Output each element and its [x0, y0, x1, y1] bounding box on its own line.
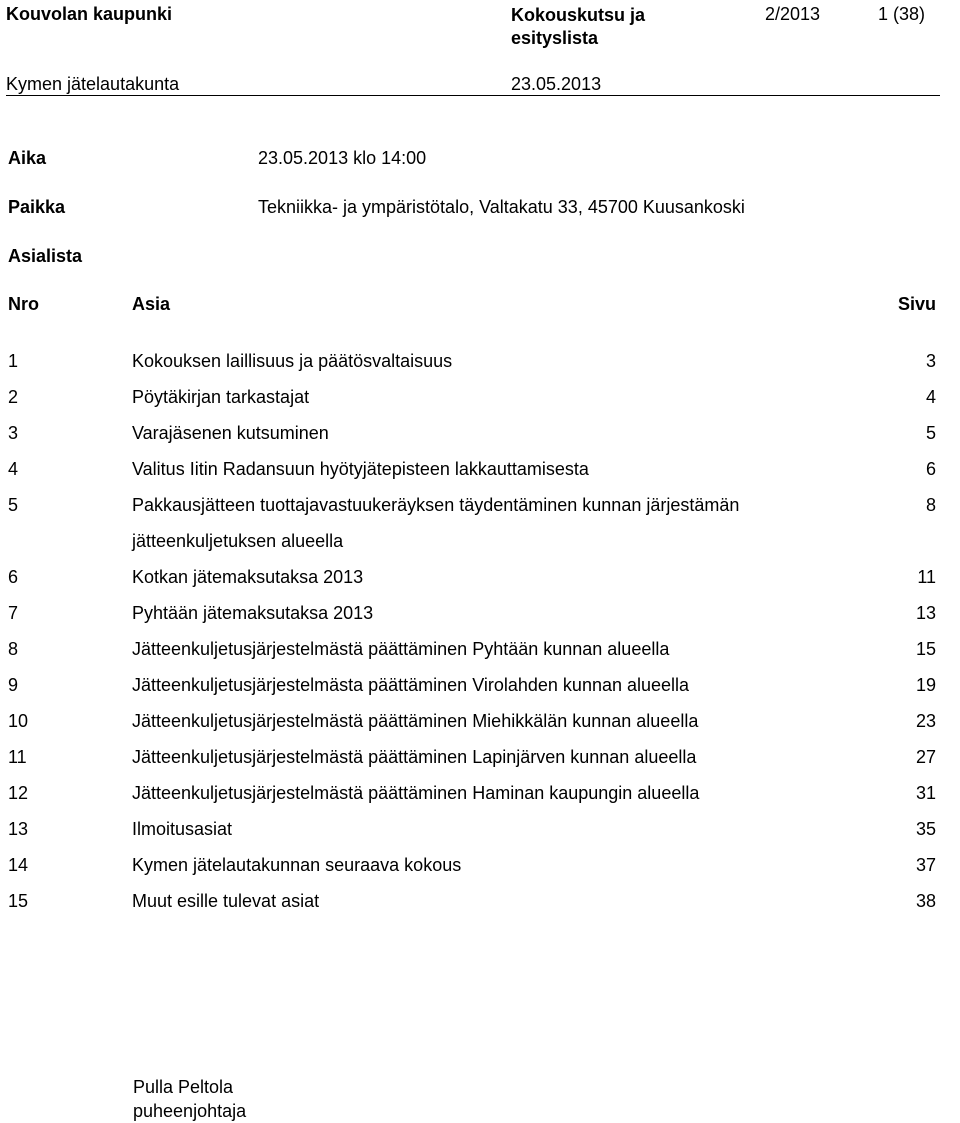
agenda-item-title: Kotkan jätemaksutaksa 2013: [132, 567, 364, 587]
agenda-item-page: 8: [925, 495, 936, 515]
agenda-item-page: 6: [925, 459, 936, 479]
agenda-item: [8, 487, 936, 559]
agenda-item: [8, 775, 936, 811]
agenda-item-number: 3: [8, 423, 19, 443]
col-header-sivu: Sivu: [897, 294, 936, 314]
agenda-item-page: 3: [925, 351, 936, 371]
agenda-item: [8, 379, 936, 415]
agenda-item-number: 13: [8, 819, 29, 839]
document-number: 2/2013: [765, 4, 821, 24]
agenda-item: [8, 595, 936, 631]
header-divider: [6, 95, 940, 96]
agenda-item: [8, 703, 936, 739]
col-header-nro: Nro: [8, 294, 39, 314]
agenda-item-page: 37: [915, 855, 936, 875]
agenda-item-page: 11: [917, 567, 936, 587]
place-label: Paikka: [8, 197, 66, 217]
agenda-item-number: 10: [8, 711, 29, 731]
document-type: Kokouskutsu ja esityslista: [511, 5, 646, 48]
agenda-item-number: 4: [8, 459, 19, 479]
agenda-item-title: Jätteenkuljetusjärjestelmästä päättäminen Haminan kaupungin alueella: [132, 783, 700, 803]
agenda-item-page: 4: [925, 387, 936, 407]
agenda-heading: Asialista: [8, 246, 83, 266]
agenda-item-page: 15: [915, 639, 936, 659]
agenda-item-page: 27: [915, 747, 936, 767]
signer-name: Pulla Peltola: [133, 1077, 234, 1097]
agenda-item-title: Muut esille tulevat asiat: [132, 891, 320, 911]
agenda-item-page: 5: [925, 423, 936, 443]
agenda-item-page: 35: [915, 819, 936, 839]
agenda-item-page: 13: [915, 603, 936, 623]
agenda-item-title: Pakkausjätteen tuottajavastuukeräyksen täydentäminen kunnan järjestämän jätteenkuljetuksen alueella: [132, 495, 740, 551]
agenda-item-number: 2: [8, 387, 19, 407]
agenda-header-row: [8, 294, 936, 318]
agenda-item-title: Pöytäkirjan tarkastajat: [132, 387, 310, 407]
agenda-item-title: Jätteenkuljetusjärjestelmästä päättäminen Lapinjärven kunnan alueella: [132, 747, 697, 767]
agenda-item: [8, 559, 936, 595]
agenda-item: [8, 883, 936, 919]
agenda-item: [8, 415, 936, 451]
agenda-item-title: Kymen jätelautakunnan seuraava kokous: [132, 855, 462, 875]
header-date: 23.05.2013: [511, 74, 602, 94]
agenda-item-title: Varajäsenen kutsuminen: [132, 423, 329, 443]
time-label: Aika: [8, 148, 47, 168]
agenda-item-number: 5: [8, 495, 19, 515]
agenda-item-page: 38: [915, 891, 936, 911]
agenda-item-number: 1: [8, 351, 19, 371]
agenda-item: [8, 739, 936, 775]
agenda-item-number: 6: [8, 567, 19, 587]
agenda-item-number: 15: [8, 891, 29, 911]
signer-role: puheenjohtaja: [133, 1101, 247, 1121]
committee-name: Kymen jätelautakunta: [6, 74, 180, 94]
agenda-item-title: Jätteenkuljetusjärjestelmästä päättäminen Pyhtään kunnan alueella: [132, 639, 670, 659]
col-header-asia: Asia: [132, 294, 171, 314]
agenda-item-title: Kokouksen laillisuus ja päätösvaltaisuus: [132, 351, 453, 371]
agenda-item: [8, 847, 936, 883]
agenda-table: [8, 294, 936, 911]
org-name: Kouvolan kaupunki: [6, 4, 173, 24]
agenda-item-title: Ilmoitusasiat: [132, 819, 233, 839]
agenda-item: [8, 343, 936, 379]
agenda-item: [8, 667, 936, 703]
agenda-item-number: 11: [8, 747, 27, 767]
time-value: 23.05.2013 klo 14:00: [258, 148, 427, 168]
agenda-item-page: 31: [915, 783, 936, 803]
agenda-item-page: 23: [915, 711, 936, 731]
agenda-item-number: 9: [8, 675, 19, 695]
agenda-item-title: Pyhtään jätemaksutaksa 2013: [132, 603, 374, 623]
agenda-item-number: 12: [8, 783, 29, 803]
agenda-item: [8, 631, 936, 667]
agenda-item-page: 19: [915, 675, 936, 695]
agenda-item-number: 7: [8, 603, 19, 623]
agenda-item-title: Valitus Iitin Radansuun hyötyjätepisteen lakkauttamisesta: [132, 459, 589, 479]
agenda-list: [8, 343, 936, 919]
page-info: 1 (38): [878, 4, 926, 24]
agenda-item: [8, 451, 936, 487]
agenda-item-title: Jätteenkuljetusjärjestelmästa päättäminen Virolahden kunnan alueella: [132, 675, 690, 695]
agenda-item: [8, 811, 936, 847]
agenda-item-title: Jätteenkuljetusjärjestelmästä päättäminen Miehikkälän kunnan alueella: [132, 711, 699, 731]
place-value: Tekniikka- ja ympäristötalo, Valtakatu 33, 45700 Kuusankoski: [258, 197, 745, 217]
agenda-item-number: 14: [8, 855, 29, 875]
agenda-item-number: 8: [8, 639, 19, 659]
signature-block: [133, 1075, 246, 1123]
